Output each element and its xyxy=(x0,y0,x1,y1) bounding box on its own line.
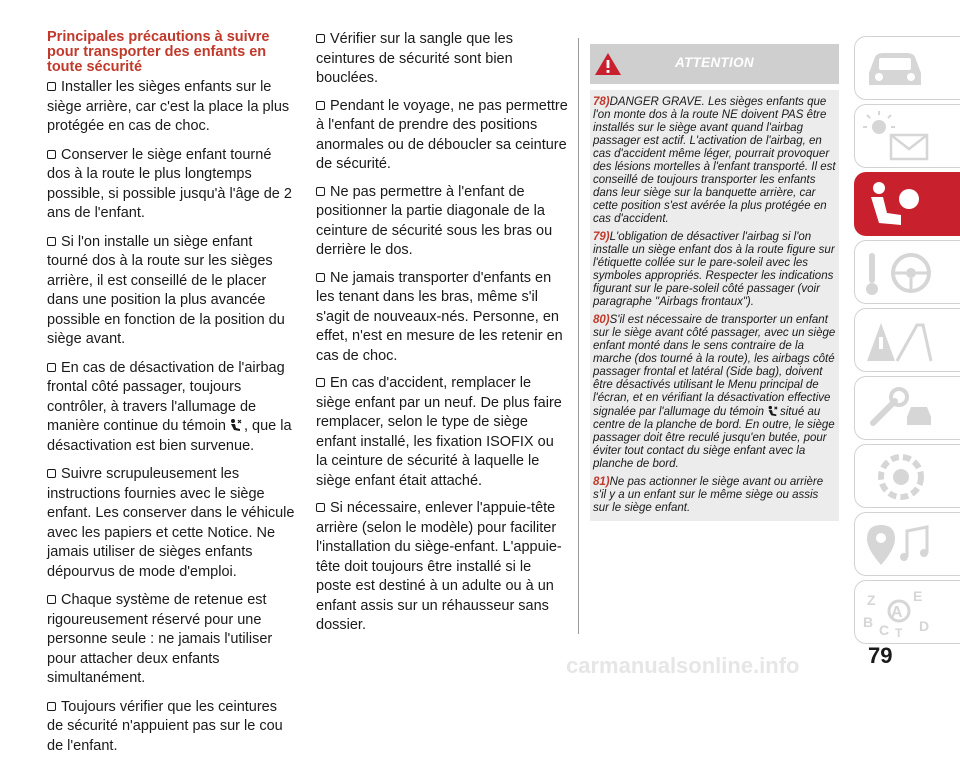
tab-multimedia[interactable] xyxy=(854,512,960,576)
checkbox-bullet-icon xyxy=(47,82,56,91)
warning-number: 79) xyxy=(593,231,610,243)
bullet-item: Vérifier sur la sangle que les ceintures de sécurité sont bien bouclées. xyxy=(316,31,513,86)
checkbox-bullet-icon xyxy=(316,187,325,196)
index-letter: C xyxy=(879,622,890,638)
watermark: carmanualsonline.info xyxy=(566,653,800,678)
warning-number: 81) xyxy=(593,476,610,488)
warning-header xyxy=(590,44,839,84)
checkbox-bullet-icon xyxy=(316,101,325,110)
index-letter: B xyxy=(863,614,874,630)
key-steering-icon xyxy=(861,247,941,299)
page-number: 79 xyxy=(868,643,893,668)
warning-box xyxy=(590,44,839,521)
bullet-item: Installer les sièges enfants sur le siège arrière, car c'est la place la plus protégée en cas de choc. xyxy=(47,79,290,134)
index-letter: E xyxy=(913,588,923,604)
car-icon xyxy=(861,43,931,95)
bullet-item: Toujours vérifier que les ceintures de sécurité n'appuient pas sur le cou de l'enfant. xyxy=(47,698,283,754)
column-divider xyxy=(578,38,579,634)
multimedia-icon xyxy=(861,519,941,571)
checkbox-bullet-icon xyxy=(47,469,56,478)
tab-vehicle[interactable] xyxy=(854,36,960,100)
bullet-item: En cas de désactivation de l'airbag frontal côté passager, toujours contrôler, à travers l'allumage de manière continue du témoin , que la désactivation est bien survenue. xyxy=(47,359,292,454)
checkbox-bullet-icon xyxy=(316,34,325,43)
bullet-item: Suivre scrupuleusement les instructions fournies avec le siège enfant. Les conserver dans le véhicule avec les papiers et cette Notice. Ne jamais utiliser de sièges enfants dépourvus de mode d'emploi. xyxy=(47,466,295,580)
tab-emergency[interactable] xyxy=(854,308,960,372)
checkbox-bullet-icon xyxy=(47,150,56,159)
tab-safety[interactable] xyxy=(854,172,960,236)
checkbox-bullet-icon xyxy=(316,378,325,387)
checkbox-bullet-icon xyxy=(47,702,56,711)
tab-maintenance[interactable] xyxy=(854,376,960,440)
checkbox-bullet-icon xyxy=(47,363,56,372)
bullet-item: Chaque système de retenue est rigoureusement réservé pour une personne seule : ne jamais l'utiliser pour attacher deux enfants simultanément. xyxy=(47,592,273,686)
warning-item: 81)Ne pas actionner le siège avant ou arrière s'il y a un enfant sur le même siège ou assis sur le siège enfant. xyxy=(593,476,824,514)
index-letter: A xyxy=(891,604,903,621)
technical-data-icon xyxy=(861,451,941,503)
bullet-item: Ne pas permettre à l'enfant de positionner la partie diagonale de la ceinture de sécurité sous les bras ou derrière le dos. xyxy=(316,183,553,258)
warning-item: 79)L'obligation de désactiver l'airbag si l'on installe un siège enfant dos à la route figure sur l'étiquette collée sur le pare-soleil avec les symboles appropriés. Respecter les indications figurant sur le pare-soleil côté passager (voir paragraphe "Airbags frontaux"). xyxy=(593,231,835,308)
bullet-item: Si nécessaire, enlever l'appuie-tête arrière (selon le modèle) pour faciliter l'installation du siège-enfant. L'appuie-tête doit toujours être installé si le poste est destiné à un adulte ou à un enfant assis sur un réhausseur sans dossier. xyxy=(316,500,562,633)
warning-lights-icon xyxy=(861,111,941,163)
wrench-car-icon xyxy=(861,383,941,435)
warning-item: 80)S'il est nécessaire de transporter un enfant sur le siège avant côté passager, avec un siège enfant monté dans le sens contraire de la marche (dos tourné à la route), les airbags côté passager frontal et latéral (Side bag), doivent être désactivés utilisant le Menu principal de l'écran, et en vérifiant la désactivation effective signalée par l'allumage du témoin situé au centre de la planche de bord. En outre, le siège passager doit être reculé jusqu'en butée, pour éviter tout contact du siège enfant avec la planche de bord. xyxy=(593,314,836,470)
bullet-item: Conserver le siège enfant tourné dos à la route le plus longtemps possible, si possible jusqu'à l'âge de 2 ans de l'enfant. xyxy=(47,146,292,221)
seat-airbag-icon xyxy=(861,179,931,231)
airbag-off-warning-icon xyxy=(228,418,242,432)
checkbox-bullet-icon xyxy=(47,595,56,604)
checkbox-bullet-icon xyxy=(47,237,56,246)
index-icon xyxy=(861,587,941,639)
warning-item: 78)DANGER GRAVE. Les sièges enfants que l'on monte dos à la route NE doivent PAS être installés sur le siège avant quand l'airbag passager est actif. L'activation de l'airbag, en cas d'accident même léger, pourrait provoquer des lésions mortelles à l'enfant transporté. Il est conseillé de toujours transporter les enfants dans leur siège sur la banquette arrière, car cette position s'est avérée la plus protégée en cas d'accident. xyxy=(593,96,836,225)
airbag-off-warning-icon xyxy=(766,405,778,417)
road-warning-icon xyxy=(861,315,941,367)
checkbox-bullet-icon xyxy=(316,503,325,512)
index-letter: T xyxy=(895,626,903,639)
warning-body xyxy=(590,90,839,521)
tab-technical-data[interactable] xyxy=(854,444,960,508)
left-column xyxy=(47,30,297,765)
checkbox-bullet-icon xyxy=(316,273,325,282)
tab-warning-lights[interactable] xyxy=(854,104,960,168)
index-letter: D xyxy=(919,618,930,634)
tab-index[interactable] xyxy=(854,580,960,644)
section-title: Principales précautions à suivre pour transporter des enfants en toute sécurité xyxy=(47,29,270,75)
index-letter: Z xyxy=(867,592,876,608)
bullet-item: Pendant le voyage, ne pas permettre à l'enfant de prendre des positions anormales ou de déboucler sa ceinture de sécurité. xyxy=(316,97,568,172)
middle-column xyxy=(316,30,568,644)
warning-title: ATTENTION xyxy=(675,55,754,70)
warning-number: 80) xyxy=(593,314,610,326)
bullet-item: Si l'on installe un siège enfant tourné dos à la route sur les sièges arrière, il est conseillé de le placer dans une position la plus avancée possible en fonction de la position du siège avant. xyxy=(47,233,285,347)
bullet-item: Ne jamais transporter d'enfants en les tenant dans les bras, même s'il s'agit de nouveaux-nés. Personne, en effet, n'est en mesure de les retenir en cas de choc. xyxy=(316,269,563,364)
bullet-item: En cas d'accident, remplacer le siège enfant par un neuf. De plus faire remplacer, selon le type de siège enfant installé, les fixation ISOFIX ou la ceinture de sécurité à laquelle le siège enfant était attaché. xyxy=(316,375,562,489)
tab-starting-driving[interactable] xyxy=(854,240,960,304)
warning-number: 78) xyxy=(593,96,610,108)
